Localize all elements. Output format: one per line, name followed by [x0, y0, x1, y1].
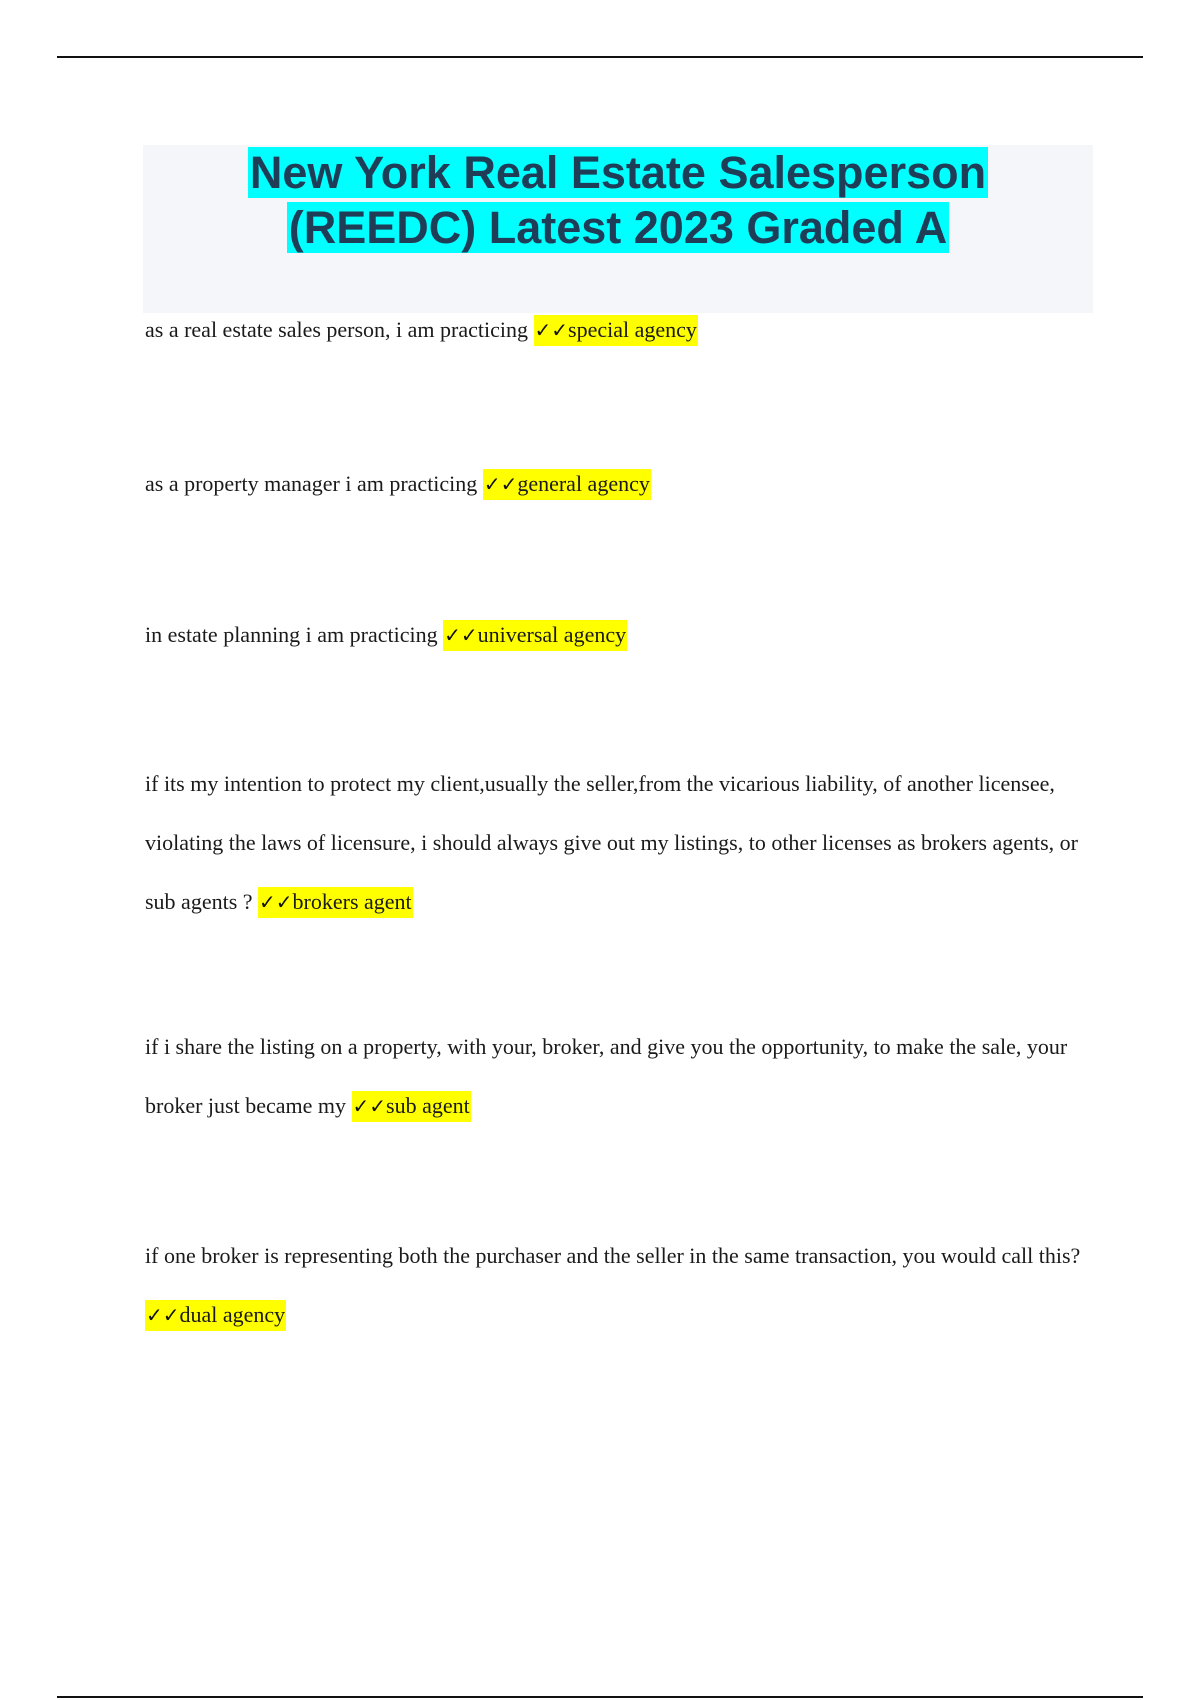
title-banner — [143, 145, 1093, 313]
answer-highlight — [258, 887, 413, 918]
answer-highlight — [483, 469, 651, 500]
answer-text: universal agency — [477, 622, 627, 647]
answer-text: general agency — [517, 471, 650, 496]
answer-highlight — [443, 620, 627, 651]
answer-highlight — [352, 1091, 471, 1122]
qa-item-3 — [145, 605, 1095, 665]
check-icon: ✓✓ — [259, 890, 293, 914]
answer-text: special agency — [568, 317, 697, 342]
qa-item-4 — [145, 754, 1095, 932]
qa-item-1 — [145, 300, 1095, 360]
check-icon: ✓✓ — [444, 623, 478, 647]
qa-item-2 — [145, 454, 1095, 514]
question-text: as a real estate sales person, i am practicing — [145, 317, 534, 342]
question-text: as a property manager i am practicing — [145, 471, 483, 496]
check-icon: ✓✓ — [146, 1303, 180, 1327]
question-text: if one broker is representing both the purchaser and the seller in the same transaction, you would call this? — [145, 1243, 1081, 1268]
answer-highlight — [534, 315, 698, 346]
qa-item-5 — [145, 1017, 1095, 1136]
question-text: in estate planning i am practicing — [145, 622, 444, 647]
question-text: if i share the listing on a property, with your, broker, and give you the opportunity, to make the sale, your broker just became my — [145, 1034, 1068, 1118]
answer-text: sub agent — [386, 1093, 470, 1118]
check-icon: ✓✓ — [534, 318, 569, 342]
title-line-2: (REEDC) Latest 2023 Graded A — [288, 202, 948, 253]
title-line-1: New York Real Estate Salesperson — [249, 147, 987, 198]
check-icon: ✓✓ — [352, 1094, 387, 1118]
check-icon: ✓✓ — [483, 472, 518, 496]
qa-item-6 — [145, 1226, 1095, 1345]
answer-text: dual agency — [179, 1302, 286, 1327]
top-rule — [57, 56, 1143, 58]
bottom-rule — [57, 1696, 1143, 1698]
answer-text: brokers agent — [292, 889, 412, 914]
document-title — [143, 145, 1093, 255]
answer-highlight — [145, 1300, 286, 1331]
question-text: if its my intention to protect my client,usually the seller,from the vicarious liability, of another licensee, violating the laws of licensure, i should always give out my listings, to other licenses as brokers agents, or sub agents ? — [145, 771, 1078, 914]
